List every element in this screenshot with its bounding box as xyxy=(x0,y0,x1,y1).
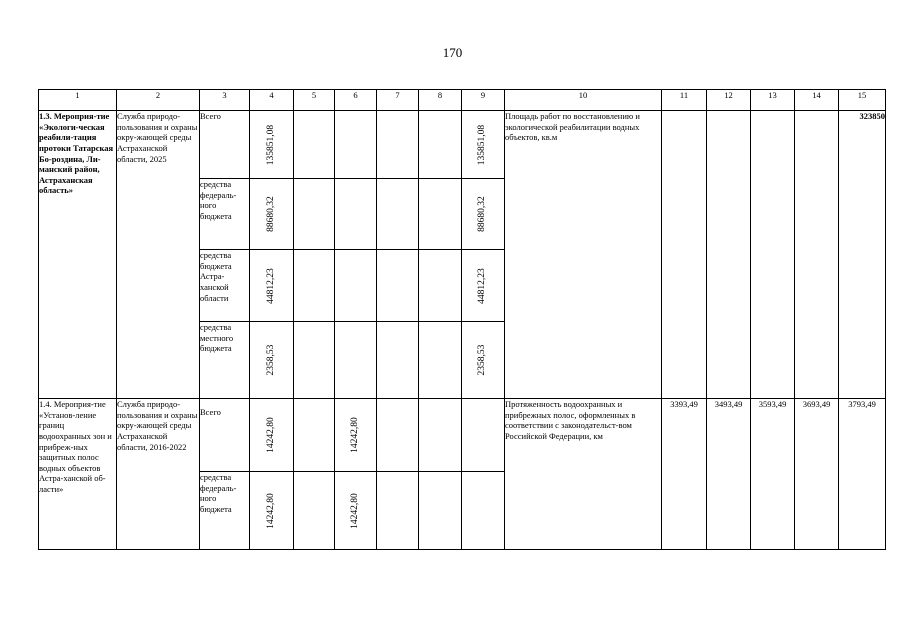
indicator-value: 3693,49 xyxy=(795,399,839,550)
indicator-name: Площадь работ по восстановлению и экологической реабилитации водных объектов, кв.м xyxy=(505,111,662,399)
page-number: 170 xyxy=(442,45,463,60)
amount-col4: 2358,53 xyxy=(265,344,276,376)
source-label: средства местного бюджета xyxy=(200,322,250,399)
source-label: Всего xyxy=(200,111,250,179)
activity-name: 1.3. Мероприя-тие «Экологи-ческая реабили-тация протоки Татарская Бо-роздина, Ли-манский район, Астраханская область» xyxy=(39,111,117,399)
source-label: средства федераль-ного бюджета xyxy=(200,179,250,250)
amount-col4: 44812,23 xyxy=(265,267,276,304)
table-row xyxy=(39,111,886,179)
amount-col9: 135851,08 xyxy=(477,124,488,165)
header-cell: 14 xyxy=(795,90,839,111)
source-label: Всего xyxy=(200,399,250,472)
header-cell: 10 xyxy=(505,90,662,111)
executor-cell: Служба природо-пользования и охраны окру-жающей среды Астраханской области, 2025 xyxy=(117,111,200,399)
header-cell: 3 xyxy=(200,90,250,111)
indicator-value: 3593,49 xyxy=(751,399,795,550)
header-cell: 2 xyxy=(117,90,200,111)
header-cell: 11 xyxy=(662,90,707,111)
amount-col6: 14242,80 xyxy=(349,417,360,453)
header-cell: 15 xyxy=(839,90,886,111)
table-row xyxy=(39,399,886,472)
header-cell: 12 xyxy=(707,90,751,111)
header-cell: 6 xyxy=(335,90,377,111)
header-cell: 13 xyxy=(751,90,795,111)
header-cell: 4 xyxy=(250,90,294,111)
header-cell: 5 xyxy=(294,90,335,111)
target-value: 323850 xyxy=(839,111,886,399)
program-table xyxy=(38,89,886,550)
indicator-value: 3793,49 xyxy=(839,399,886,550)
amount-col6: 14242,80 xyxy=(349,492,360,529)
header-cell: 1 xyxy=(39,90,117,111)
header-cell: 9 xyxy=(462,90,505,111)
amount-col9: 2358,53 xyxy=(477,344,488,376)
amount-col4: 88680,32 xyxy=(265,196,276,232)
header-cell: 7 xyxy=(377,90,419,111)
amount-col9: 88680,32 xyxy=(477,196,488,232)
indicator-value: 3493,49 xyxy=(707,399,751,550)
activity-name: 1.4. Мероприя-тие «Установ-ление границ водоохранных зон и прибреж-ных защитных полос водных объектов Астра-ханской об-ласти» xyxy=(39,399,117,550)
indicator-value: 3393,49 xyxy=(662,399,707,550)
source-label: средства федераль-ного бюджета xyxy=(200,472,250,550)
amount-col4: 14242,80 xyxy=(265,417,276,453)
amount-col9: 44812,23 xyxy=(477,267,488,304)
amount-col4: 14242,80 xyxy=(265,492,276,529)
header-cell: 8 xyxy=(419,90,462,111)
amount-col4: 135851,08 xyxy=(265,124,276,165)
indicator-name: Протяженность водоохранных и прибрежных полос, оформленных в соответствии с законодательст-вом Российской Федерации, км xyxy=(505,399,662,550)
executor-cell: Служба природо-пользования и охраны окру-жающей среды Астраханской области, 2016-2022 xyxy=(117,399,200,550)
source-label: средства бюджета Астра-ханской области xyxy=(200,250,250,322)
header-row xyxy=(39,90,886,111)
